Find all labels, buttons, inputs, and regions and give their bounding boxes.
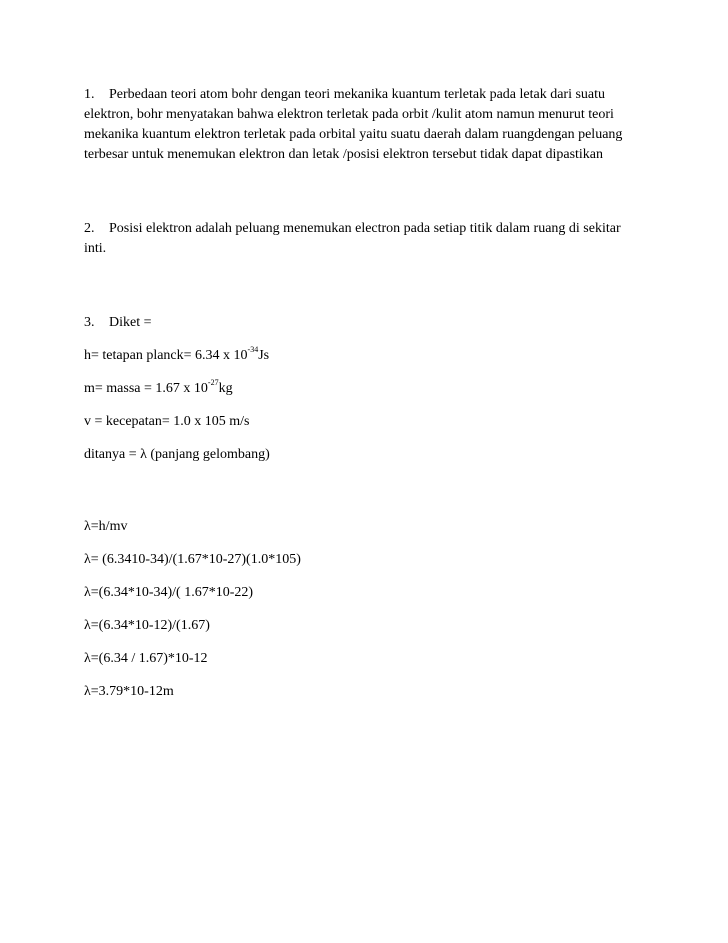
given-m-value: m= massa = 1.67 x 10 bbox=[84, 381, 208, 396]
calc-step-2: λ= (6.3410-34)/(1.67*10-27)(1.0*105) bbox=[84, 552, 301, 567]
answer-3-number: 3. bbox=[84, 315, 95, 330]
answer-2-number: 2. bbox=[84, 221, 95, 236]
given-h-unit: Js bbox=[258, 348, 270, 363]
answer-1-number: 1. bbox=[84, 87, 95, 102]
asked-lambda: ditanya = λ (panjang gelombang) bbox=[84, 447, 270, 462]
given-m-exponent: -27 bbox=[207, 378, 219, 387]
answer-3 bbox=[84, 313, 644, 702]
given-v: v = kecepatan= 1.0 x 105 m/s bbox=[84, 414, 250, 429]
given-h bbox=[84, 346, 644, 366]
answer-1 bbox=[84, 85, 644, 165]
document-content bbox=[84, 85, 644, 702]
given-m bbox=[84, 379, 644, 399]
calc-step-4: λ=(6.34*10-12)/(1.67) bbox=[84, 618, 210, 633]
calc-step-1: λ=h/mv bbox=[84, 519, 128, 534]
given-h-exponent: -34 bbox=[247, 345, 259, 354]
calc-step-6: λ=3.79*10-12m bbox=[84, 684, 174, 699]
answer-1-text: Perbedaan teori atom bohr dengan teori mekanika kuantum terletak pada letak dari suatu elektron, bohr menyatakan bahwa elektron terletak pada orbit /kulit atom namun menurut teori mekanika kuantum elektron terletak pada orbital yaitu suatu daerah dalam ruangdengan peluang terbesar untuk menemukan elektron dan letak /posisi elektron tersebut tidak dapat dipastikan bbox=[84, 87, 623, 162]
given-h-value: h= tetapan planck= 6.34 x 10 bbox=[84, 348, 248, 363]
calc-step-3: λ=(6.34*10-34)/( 1.67*10-22) bbox=[84, 585, 254, 600]
given-m-unit: kg bbox=[218, 381, 233, 396]
diket-label: Diket = bbox=[109, 315, 152, 330]
answer-2 bbox=[84, 219, 644, 259]
answer-3-heading bbox=[84, 313, 644, 333]
calc-step-5: λ=(6.34 / 1.67)*10-12 bbox=[84, 651, 208, 666]
answer-2-text: Posisi elektron adalah peluang menemukan electron pada setiap titik dalam ruang di sekitar inti. bbox=[84, 221, 621, 256]
